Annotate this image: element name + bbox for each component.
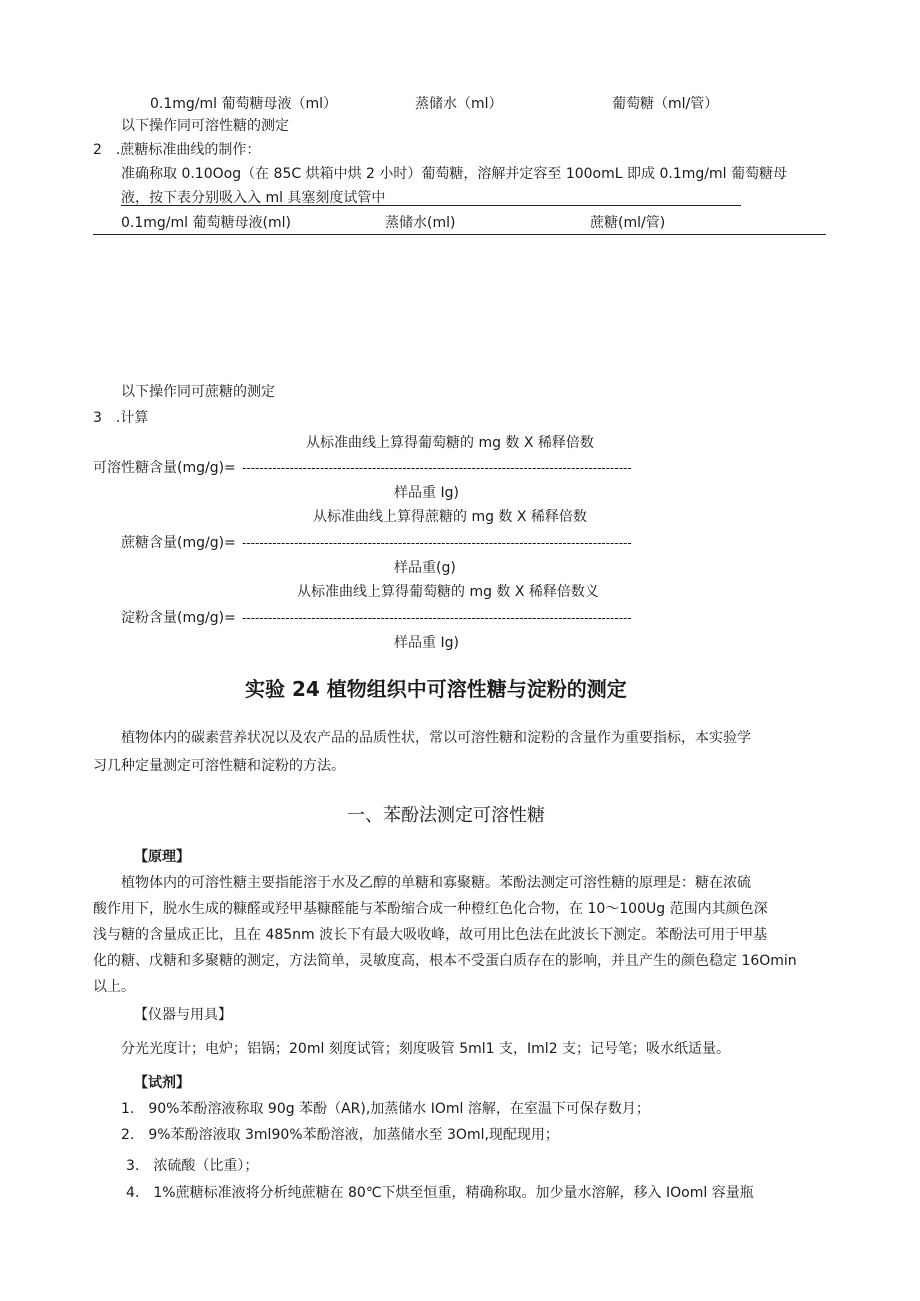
principle-line: 浅与糖的含量成正比，且在 485nm 波长下有最大吸收峰，故可用比色法在此波长下测定。苯酚法可用于甲基 (93, 927, 768, 943)
reagent-item: 1. 90%苯酚溶液称取 90g 苯酚（AR),加蒸储水 IOml 溶解，在室温下可保存数月； (121, 1101, 650, 1117)
intro-line: 植物体内的碳素营养状况以及农产品的品质性状，常以可溶性糖和淀粉的含量作为重要指标，本实验学 (121, 730, 751, 746)
sucrose-table-col2: 蒸储水(ml) (385, 215, 456, 231)
glucose-table-col1: 0.1mg/ml 葡萄糖母液（ml） (150, 96, 338, 112)
sucrose-table-col1: 0.1mg/ml 葡萄糖母液(ml) (121, 215, 291, 231)
glucose-table-col3: 葡萄糖（ml/管） (612, 96, 719, 112)
glucose-table-col2: 蒸储水（ml） (415, 96, 503, 112)
principle-line: 酸作用下，脱水生成的糠醛或羟甲基糠醛能与苯酚缩合成一种橙红色化合物，在 10～100Ug 范围内其颜色深 (93, 901, 768, 917)
principle-line: 以上。 (93, 979, 135, 995)
table-rule (93, 234, 826, 235)
section2-line1: 准确称取 0.10Oog（在 85C 烘箱中烘 2 小时）葡萄糖，溶解并定容至 100omL 即成 0.1mg/ml 葡萄糖母 (121, 166, 787, 182)
formula-fraction-bar: ------------------------------------------------------------------------------------------ (242, 461, 632, 475)
glucose-note: 以下操作同可溶性糖的测定 (121, 118, 289, 134)
formula-denominator: 样品重 Ig) (394, 635, 459, 651)
intro-line: 习几种定量测定可溶性糖和淀粉的方法。 (93, 758, 345, 774)
principle-line: 化的糖、戊糖和多聚糖的测定，方法简单，灵敏度高，根本不受蛋白质存在的影响，并且产生的颜色稳定 16Omin (93, 953, 797, 969)
reagent-item: 3. 浓硫酸（比重）； (126, 1158, 259, 1174)
reagent-item: 2. 9%苯酚溶液取 3ml90%苯酚溶液，加蒸储水至 3Oml,现配现用； (121, 1127, 559, 1143)
formula-label: 蔗糖含量(mg/g)= (121, 535, 236, 551)
formula-numerator: 从标准曲线上算得蔗糖的 mg 数 X 稀释倍数 (313, 509, 587, 525)
formula-label: 可溶性糖含量(mg/g)= (93, 460, 236, 476)
section2-line2: 液，按下表分别吸入入 ml 具塞刻度试管中 (121, 190, 386, 206)
formula-numerator: 从标准曲线上算得葡萄糖的 mg 数 X 稀释倍数 (306, 435, 594, 451)
section3-heading: 3 .计算 (93, 410, 149, 426)
formula-denominator: 样品重 Ig) (394, 485, 459, 501)
underline-rule (121, 205, 741, 206)
formula-label: 淀粉含量(mg/g)= (121, 610, 236, 626)
reagent-item: 4. 1%蔗糖标准液将分析纯蔗糖在 80℃下烘至恒重，精确称取。加少量水溶解，移入 IOoml 容量瓶 (126, 1185, 754, 1201)
instruments-heading: 【仪器与用具】 (134, 1007, 232, 1023)
principle-line: 植物体内的可溶性糖主要指能溶于水及乙醇的单糖和寡聚糖。苯酚法测定可溶性糖的原理是：糖在浓硫 (121, 875, 751, 891)
reagents-heading: 【试剂】 (134, 1075, 190, 1091)
formula-fraction-bar: ------------------------------------------------------------------------------------------ (242, 611, 632, 625)
formula-numerator: 从标准曲线上算得葡萄糖的 mg 数 X 稀释倍数义 (297, 584, 599, 600)
principle-heading: 【原理】 (134, 849, 190, 865)
formula-fraction-bar: ------------------------------------------------------------------------------------------ (242, 536, 632, 550)
sucrose-table-col3: 蔗糖(ml/管) (590, 215, 666, 231)
formula-denominator: 样品重(g) (394, 560, 456, 576)
section2-heading: 2 .蔗糖标准曲线的制作： (93, 142, 261, 158)
section-subtitle: 一、苯酚法测定可溶性糖 (347, 805, 545, 826)
sucrose-note: 以下操作同可蔗糖的测定 (121, 384, 275, 400)
experiment-title: 实验 24 植物组织中可溶性糖与淀粉的测定 (245, 677, 627, 701)
instruments-text: 分光光度计；电炉；铝锅；20ml 刻度试管；刻度吸管 5ml1 支，Iml2 支；记号笔；吸水纸适量。 (121, 1041, 731, 1057)
